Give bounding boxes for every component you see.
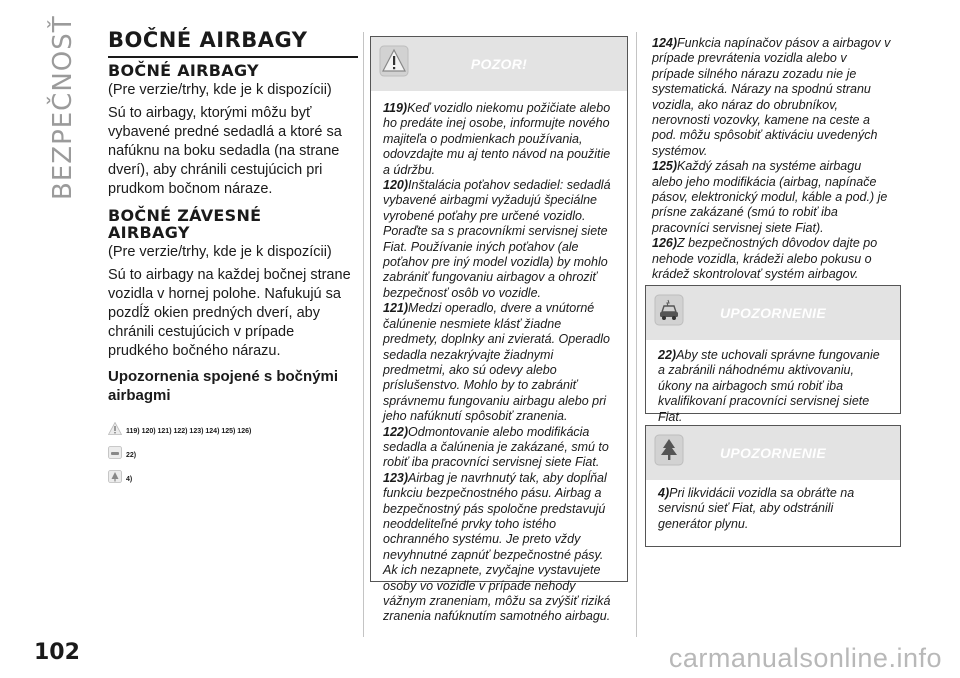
environment-tree-icon <box>654 434 684 466</box>
column-1 <box>108 28 358 485</box>
reference-row <box>108 461 358 483</box>
warning-note <box>383 178 617 301</box>
warning-box-title: POZOR! <box>470 56 528 72</box>
warning-note <box>383 301 617 424</box>
note-number: 126) <box>652 236 678 251</box>
note-number: 121) <box>383 301 409 316</box>
page-title: BOČNÉ AIRBAGY <box>108 28 358 58</box>
note-text: Keď vozidlo niekomu požičiate alebo ho predáte inej osobe, informujte nového majiteľa o podmienkach používania, odovzdajte mu aj tento návod na použitie a údržbu. <box>383 101 611 177</box>
note-number: 125) <box>652 159 678 174</box>
section-paragraph: Sú to airbagy, ktorými môžu byť vybavené predné sedadlá a ktoré sa nafúknu na boku sedadla (na strane dverí), aby chránili cestujúcich pri prudkom bočnom náraze. <box>108 105 342 197</box>
warning-note <box>383 471 617 625</box>
section-title-side-airbags: BOČNÉ AIRBAGY <box>108 61 259 80</box>
note-number: 124) <box>652 36 678 50</box>
notice-box-body <box>646 480 900 540</box>
warning-note <box>383 425 617 471</box>
watermark: carmanualsonline.info <box>668 643 942 673</box>
notice-box-header <box>646 426 900 480</box>
warning-note <box>383 101 617 178</box>
reference-row <box>108 413 358 435</box>
environment-tree-icon <box>108 470 122 483</box>
section-side-title: BEZPEČNOSŤ <box>48 15 78 200</box>
warning-note <box>652 236 892 282</box>
note-text: Medzi operadlo, dvere a vnútorné čalúnenie nesmiete klásť žiadne predmety, doplnky ani zvieratá. Operadlo sedadla nezakrývajte žiadnymi predmetmi, ako sú odevy alebo príslušenstvo. Mohlo by to zabrániť správnemu fungovaniu airbagu alebo pri jeho nafúknutí spôsobiť zranenia. <box>383 301 610 424</box>
reference-list: 119) 120) 121) 122) 123) 124) 125) 126) <box>126 428 252 435</box>
car-damage-icon <box>654 294 684 326</box>
notice-box-title: UPOZORNENIE <box>720 305 826 321</box>
reference-list: 22) <box>126 452 137 459</box>
exclamation-warning-icon <box>379 45 409 77</box>
note-number: 120) <box>383 178 409 193</box>
notice-note <box>658 486 890 532</box>
section-title-warnings: Upozornenia spojené s bočnými airbagmi <box>108 368 339 404</box>
note-text: Každý zásah na systéme airbagu alebo jeho modifikácia (airbag, napínače pásov, elektronický modul, káble a pod.) je prísne zakázané (smú to robiť iba pracovníci servisnej siete Fiat). <box>652 159 888 235</box>
note-number: 119) <box>383 101 408 115</box>
reference-list: 4) <box>126 476 133 483</box>
note-number: 122) <box>383 424 409 439</box>
notice-box-damage <box>645 285 901 424</box>
column-divider-1 <box>363 32 364 637</box>
note-number: 4) <box>658 486 670 500</box>
notice-note <box>658 348 890 425</box>
note-text: Z bezpečnostných dôvodov dajte po nehode vozidla, krádeži alebo pokusu o krádež skontrolovať systém airbagov. <box>652 236 878 282</box>
note-text: Inštalácia poťahov sedadiel: sedadlá vybavené airbagmi vyžadujú špeciálne vyrobené poťahy pre určené vozidlo. Poraďte sa s pracovníkmi servisnej siete Fiat. Používanie iných poťahov (ale poťahov pre iný model vozidla) by mohlo zabrániť fungovaniu airbagov a ohroziť bezpečnosť osôb vo vozidle. <box>383 178 611 300</box>
warning-box-body <box>371 91 627 633</box>
notice-box-body <box>646 340 900 433</box>
note-text: Airbag je navrhnutý tak, aby dopĺňal funkciu bezpečnostného pásu. Airbag a bezpečnostný pás spoločne predstavujú neoddeliteľné prvky toho istého ochranného systému. Je preto vždy nevyhnutné zapnúť bezpečnostné pásy. Ak ich nezapnete, zvyčajne vystavujete osoby vo vozidle v prípade nehody vážnym zraneniam, môžu sa zvýšiť riziká zranenia nafúknutím samotného airbagu. <box>383 470 611 624</box>
notice-box-header <box>646 286 900 340</box>
section-variant-note: (Pre verzie/trhy, kde je k dispozícii) <box>108 82 332 98</box>
notice-box-environment <box>645 425 901 547</box>
note-number: 22) <box>658 348 677 362</box>
section-title-curtain-airbags: BOČNÉ ZÁVESNÉ AIRBAGY <box>108 206 262 242</box>
note-text: Funkcia napínačov pásov a airbagov v prípade prevrátenia vozidla alebo v prípade silného nárazu zozadu nie je systematická. Nárazy na spodnú stranu vozidla, ako náraz do obrubníkov, nerovnosti vozovky, kamene na ceste a pod. môžu spôsobiť aktiváciu uvedených systémov. <box>652 36 891 158</box>
note-text: Pri likvidácii vozidla sa obráťte na servisnú sieť Fiat, aby odstránili generátor plynu. <box>658 486 855 531</box>
column-3-notes <box>652 36 892 283</box>
note-number: 123) <box>383 470 409 485</box>
section-paragraph: Sú to airbagy na každej bočnej strane vozidla v hornej polohe. Nafukujú sa pozdĺž okien predných dverí, aby chránili cestujúcich v prípade prudkého bočného nárazu. <box>108 267 351 359</box>
warning-triangle-icon <box>108 422 122 435</box>
note-text: Aby ste uchovali správne fungovanie a zabránili náhodnému aktivovaniu, úkony na airbagoch smú robiť iba kvalifikovaní pracovníci servisnej siete Fiat. <box>658 348 880 424</box>
notice-box-title: UPOZORNENIE <box>720 445 826 461</box>
warning-box <box>370 36 628 624</box>
warning-box-header <box>371 37 627 91</box>
section-variant-note: (Pre verzie/trhy, kde je k dispozícii) <box>108 244 332 260</box>
column-divider-2 <box>636 32 637 637</box>
warning-note <box>652 36 892 159</box>
note-text: Odmontovanie alebo modifikácia sedadla a čalúnenia je zakázané, smú to robiť iba pracovníci servisnej siete Fiat. <box>383 424 609 470</box>
warning-note <box>652 159 892 236</box>
reference-row <box>108 437 358 459</box>
page-number: 102 <box>34 640 80 665</box>
car-damage-icon <box>108 446 122 459</box>
